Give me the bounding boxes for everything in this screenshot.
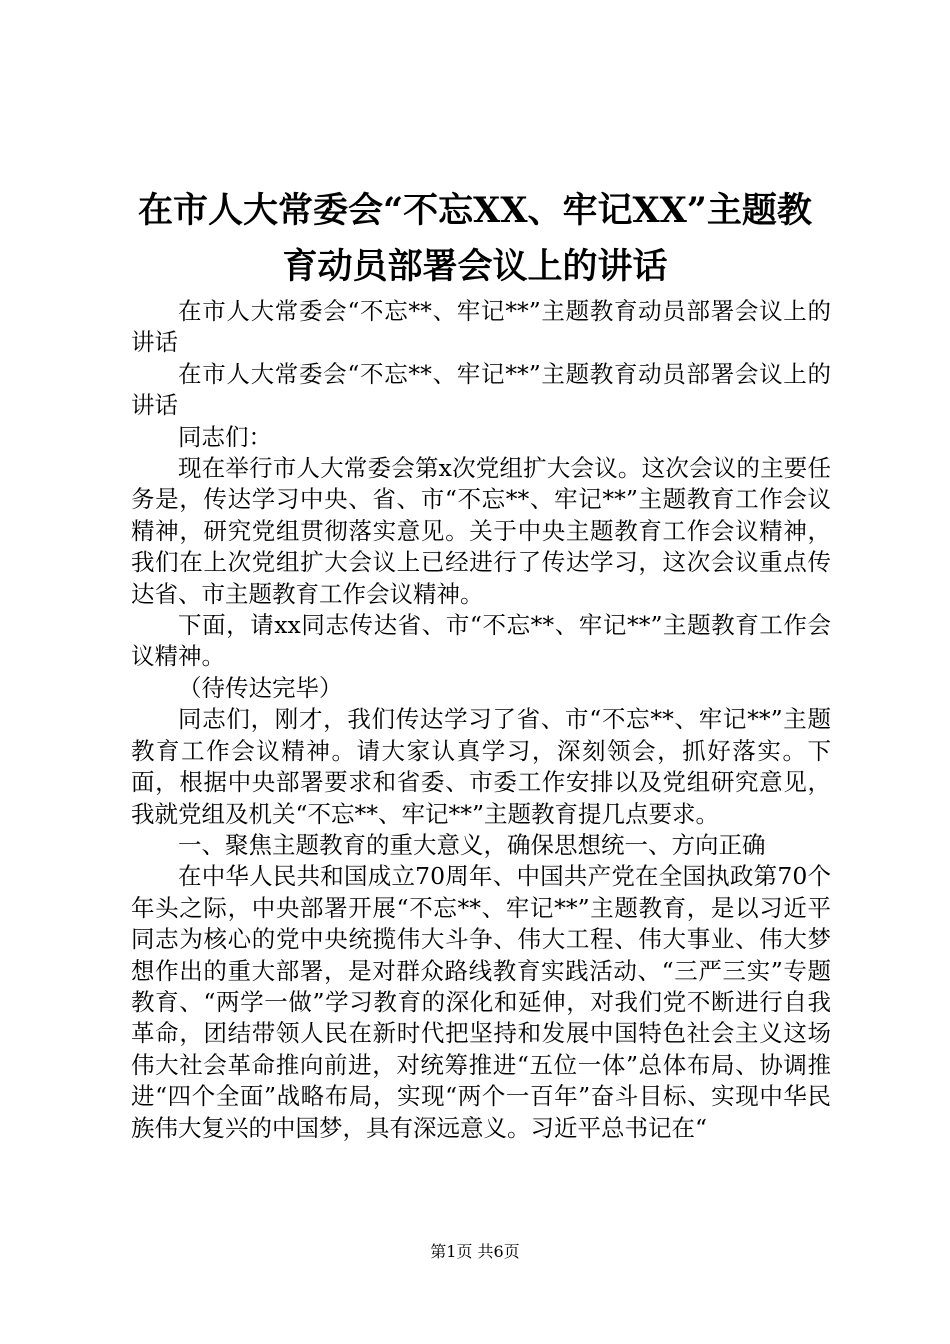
document-title bbox=[110, 183, 840, 295]
paragraph-significance: 在中华人民共和国成立70周年、中国共产党在全国执政第70个年头之际，中央部署开展“不忘**、牢记**”主题教育，是以习近平同志为核心的党中央统揽伟大斗争、伟大工程、伟大事业、伟大梦想作出的重大部署，是对群众路线教育实践活动、“三严三实”专题教育、“两学一做”学习教育的深化和延伸，对我们党不断进行自我革命，团结带领人民在新时代把坚持和发展中国特色社会主义这场伟大社会革命推向前进，对统筹推进“五位一体”总体布局、协调推进“四个全面”战略布局，实现“两个一百年”奋斗目标、实现中华民族伟大复兴的中国梦，具有深远意义。习近平总书记在“ bbox=[131, 862, 831, 1142]
title-line-2: 育动员部署会议上的讲话 bbox=[282, 246, 668, 287]
section-heading-1: 一、聚焦主题教育的重大意义，确保思想统一、方向正确 bbox=[178, 830, 766, 859]
paragraph-transmission: 下面，请xx同志传达省、市“不忘**、牢记**”主题教育工作会议精神。 bbox=[131, 611, 831, 671]
paragraph-subtitle-1: 在市人大常委会“不忘**、牢记**”主题教育动员部署会议上的讲话 bbox=[131, 297, 831, 357]
paragraph-pending: （待传达完毕） bbox=[178, 673, 343, 702]
document-body bbox=[131, 296, 831, 1144]
paragraph-requirements: 同志们，刚才，我们传达学习了省、市“不忘**、牢记**”主题教育工作会议精神。请大家认真学习，深刻领会，抓好落实。下面，根据中央部署要求和省委、市委工作安排以及党组研究意见，我就党组及机关“不忘**、牢记**”主题教育提几点要求。 bbox=[131, 705, 831, 828]
title-line-1: 在市人大常委会“不忘XX、牢记XX”主题教 bbox=[138, 190, 812, 231]
paragraph-subtitle-2: 在市人大常委会“不忘**、牢记**”主题教育动员部署会议上的讲话 bbox=[131, 359, 831, 420]
paragraph-salutation: 同志们： bbox=[178, 422, 272, 451]
page-footer: 第1页 共6页 bbox=[430, 1242, 520, 1261]
paragraph-opening: 现在举行市人大常委会第x次党组扩大会议。这次会议的主要任务是，传达学习中央、省、市“不忘**、牢记**”主题教育工作会议精神，研究党组贯彻落实意见。关于中央主题教育工作会议精神，我们在上次党组扩大会议上已经进行了传达学习，这次会议重点传达省、市主题教育工作会议精神。 bbox=[131, 454, 831, 608]
